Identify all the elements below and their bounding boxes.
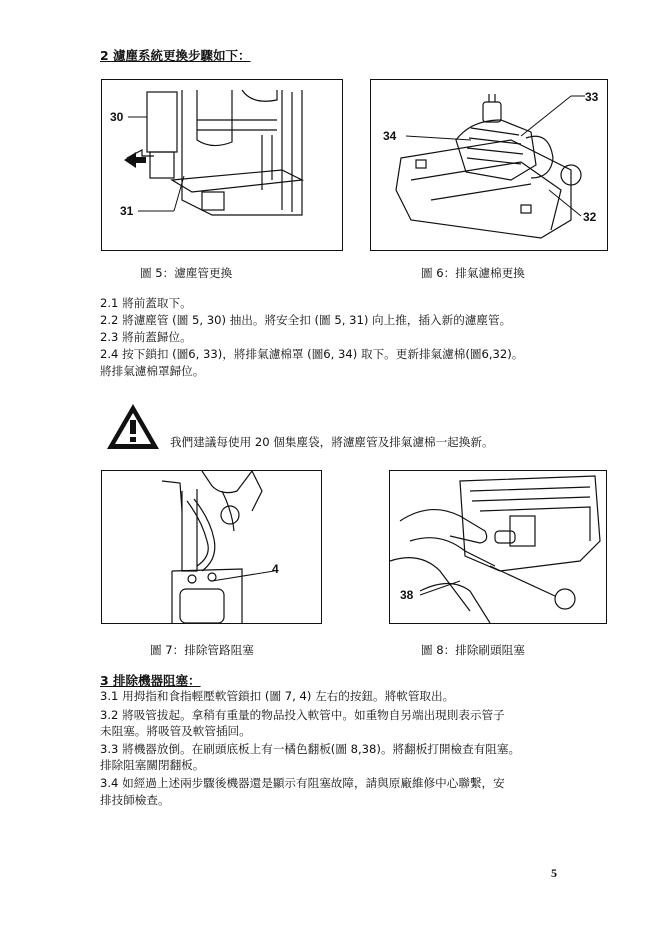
step-2-2: 2.2 將濾塵管 (圖 5, 30) 抽出。將安全扣 (圖 5, 31) 向上推，插入新的濾塵管。 <box>100 313 512 327</box>
callout-33: 33 <box>585 90 599 104</box>
callout-30: 30 <box>110 110 124 124</box>
step-3-1: 3.1 用拇指和食指輕壓軟管鎖扣 (圖 7, 4) 左右的按鈕。將軟管取出。 <box>100 689 455 703</box>
warning-icon <box>105 402 161 452</box>
step-3-3-cont: 排除阻塞關閉翻板。 <box>100 758 205 772</box>
warning-text: 我們建議每使用 20 個集塵袋，將濾塵管及排氣濾棉一起換新。 <box>170 435 494 449</box>
callout-38: 38 <box>400 588 414 602</box>
section-3-heading: 3 排除機器阻塞： <box>100 673 201 688</box>
step-3-2-cont: 未阻塞。將吸管及軟管插回。 <box>100 724 251 738</box>
figure-7-caption: 圖 7：排除管路阻塞 <box>150 643 254 657</box>
step-2-4: 2.4 按下鎖扣 (圖6, 33)，將排氣濾棉罩 (圖6, 34) 取下。更新排氣濾棉(圖6,32)。 <box>100 347 524 361</box>
step-3-4: 3.4 如經過上述兩步驟後機器還是顯示有阻塞故障，請與原廠維修中心聯繫，安 <box>100 776 505 790</box>
step-2-4-cont: 將排氣濾棉罩歸位。 <box>100 364 205 378</box>
page-number: 5 <box>551 866 557 880</box>
section-2-heading: 2 濾塵系統更換步驟如下： <box>100 48 251 63</box>
callout-4: 4 <box>272 562 279 576</box>
figure-8-caption: 圖 8：排除刷頭阻塞 <box>421 643 525 657</box>
step-3-2: 3.2 將吸管拔起。拿稍有重量的物品投入軟管中。如重物自另端出現則表示管子 <box>100 708 505 722</box>
callout-31: 31 <box>120 204 134 218</box>
figure-5-caption: 圖 5：濾塵管更換 <box>140 266 233 280</box>
figure-8-illustration <box>389 470 607 624</box>
callout-32: 32 <box>583 210 597 224</box>
step-2-1: 2.1 將前蓋取下。 <box>100 296 192 310</box>
step-3-3: 3.3 將機器放倒。在刷頭底板上有一橘色翻板(圖 8,38)。將翻板打開檢查有阻塞。 <box>100 742 521 756</box>
figure-6-caption: 圖 6：排氣濾棉更換 <box>421 266 525 280</box>
figure-6-illustration <box>370 79 608 251</box>
figure-7-illustration <box>101 470 322 624</box>
callout-34: 34 <box>383 129 397 143</box>
step-3-4-cont: 排技師檢查。 <box>100 793 170 807</box>
step-2-3: 2.3 將前蓋歸位。 <box>100 330 192 344</box>
figure-5-illustration <box>101 79 343 251</box>
